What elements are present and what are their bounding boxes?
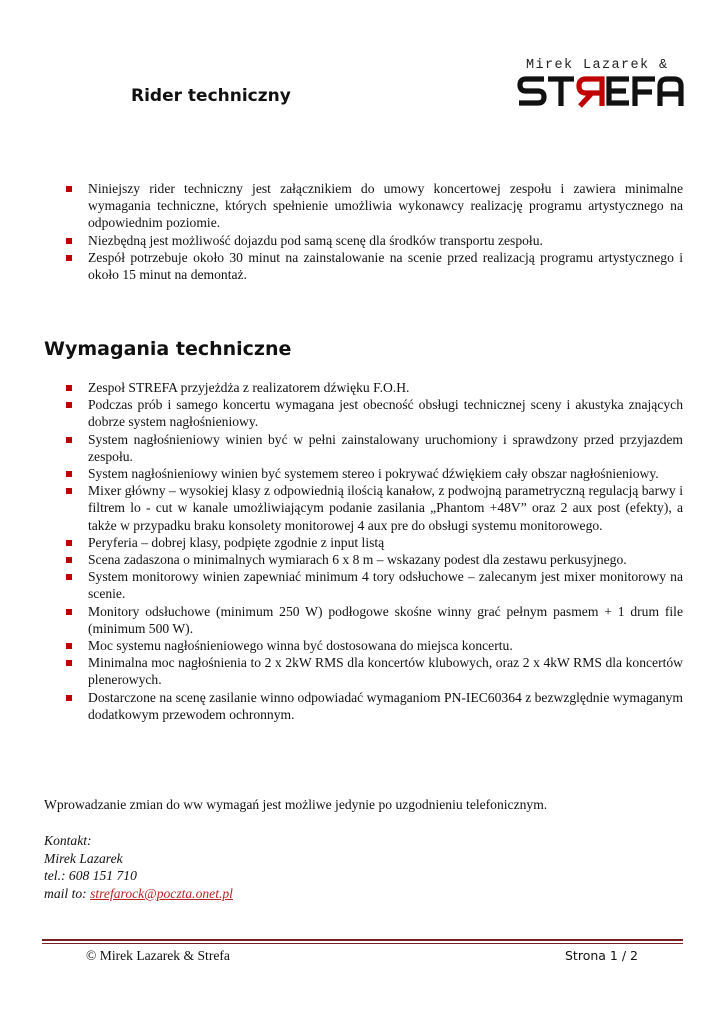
list-item-text: System nagłośnieniowy winien być w pełni zainstalowany uruchomiony i sprawdzony przed przyjazdem zespołu. xyxy=(88,431,683,464)
list-item xyxy=(66,379,683,396)
list-item xyxy=(66,431,683,465)
bullet-square-icon xyxy=(66,471,72,477)
list-item-text: Scena zadaszona o minimalnych wymiarach 6 x 8 m – wskazany podest dla zestawu perkusyjnego. xyxy=(88,552,627,568)
list-item xyxy=(66,232,683,249)
section-heading: Wymagania techniczne xyxy=(44,338,292,360)
list-item-text: Moc systemu nagłośnieniowego winna być dostosowana do miejsca koncertu. xyxy=(88,638,513,654)
bullet-square-icon xyxy=(66,255,72,261)
bullet-square-icon xyxy=(66,609,72,615)
bullet-square-icon xyxy=(66,574,72,580)
list-item-text: Niezbędną jest możliwość dojazdu pod samą scenę dla środków transportu zespołu. xyxy=(88,232,543,248)
list-item-text: System nagłośnieniowy winien być systemem stereo i pokrywać dźwiękiem cały obszar nagłośnieniowy. xyxy=(88,466,659,482)
list-item-text: Podczas prób i samego koncertu wymagana jest obecność obsługi technicznej sceny i akustyka znających dobrze system nagłośnieniowy. xyxy=(88,397,683,430)
list-item xyxy=(66,654,683,688)
list-item xyxy=(66,180,683,232)
list-item xyxy=(66,568,683,602)
bullet-square-icon xyxy=(66,695,72,701)
list-item xyxy=(66,603,683,637)
list-item-text: Monitory odsłuchowe (minimum 250 W) podłogowe skośne winny grać pełnym pasmem + 1 drum file (minimum 500 W). xyxy=(88,603,683,636)
contact-block xyxy=(44,832,233,902)
bullet-square-icon xyxy=(66,238,72,244)
page-number: Strona 1 / 2 xyxy=(565,948,638,963)
list-item xyxy=(66,689,683,723)
intro-list xyxy=(66,180,683,283)
document-title: Rider techniczny xyxy=(131,86,291,106)
list-item xyxy=(66,551,683,568)
contact-phone: tel.: 608 151 710 xyxy=(44,868,137,884)
contact-mail-label: mail to: xyxy=(44,885,91,901)
bullet-square-icon xyxy=(66,540,72,546)
contact-label: Kontakt: xyxy=(44,833,92,848)
list-item xyxy=(66,465,683,482)
bullet-square-icon xyxy=(66,660,72,666)
list-item-text: Peryferia – dobrej klasy, podpięte zgodnie z input listą xyxy=(88,534,385,550)
list-item xyxy=(66,482,683,534)
bullet-square-icon xyxy=(66,186,72,192)
list-item-text: Mixer główny – wysokiej klasy z odpowiednią ilością kanałow, z podwojną parametryczną regulacją barwy i filtrem lo - cut w kanale umożliwiającym podanie zasilania „Phantom +48V” oraz 2 aux post (efekty), a także w przypadku braku konsolety monitorowej 4 aux pre do obsługi systemu monitorowego. xyxy=(88,483,683,533)
change-note: Wprowadzanie zmian do ww wymagań jest możliwe jedynie po uzgodnieniu telefonicznym. xyxy=(44,797,548,812)
list-item xyxy=(66,396,683,430)
logo-caption: Mirek Lazarek & xyxy=(526,58,669,73)
list-item xyxy=(66,637,683,654)
list-item-text: Niniejszy rider techniczny jest załącznikiem do umowy koncertowej zespołu i zawiera minimalne wymagania techniczne, których spełnienie umożliwia wykonawcy realizację programu artystycznego na odpowiednim poziomie. xyxy=(88,181,683,231)
list-item-text: Minimalna moc nagłośnienia to 2 x 2kW RMS dla koncertów klubowych, oraz 2 x 4kW RMS dla koncertów plenerowych. xyxy=(88,655,683,688)
bullet-square-icon xyxy=(66,643,72,649)
contact-mail-row xyxy=(44,885,233,903)
list-item-text: Dostarczone na scenę zasilanie winno odpowiadać wymaganiom PN-IEC60364 z bezwzględnie wymaganym dodatkowym przewodem ochronnym. xyxy=(88,689,683,722)
list-item-text: System monitorowy winien zapewniać minimum 4 tory odsłuchowe – zalecanym jest mixer monitorowy na scenie. xyxy=(88,569,683,602)
list-item-text: Zespół potrzebuje około 30 minut na zainstalowanie na scenie przed realizacją programu artystycznego i około 15 minut na demontaż. xyxy=(88,249,683,283)
strefa-logo xyxy=(516,58,686,108)
list-item-text: Zespoł STREFA przyjeżdża z realizatorem dźwięku F.O.H. xyxy=(88,380,410,395)
bullet-square-icon xyxy=(66,557,72,563)
bullet-square-icon xyxy=(66,437,72,443)
requirements-list xyxy=(66,379,683,723)
list-item xyxy=(66,534,683,551)
footer-divider xyxy=(42,939,683,941)
email-link[interactable]: strefarock@poczta.onet.pl xyxy=(90,885,233,901)
contact-name: Mirek Lazarek xyxy=(44,850,123,866)
logo-wordmark xyxy=(516,74,686,108)
footer-copyright: © Mirek Lazarek & Strefa xyxy=(86,948,230,963)
footer-divider-thin xyxy=(42,943,683,944)
bullet-square-icon xyxy=(66,385,72,391)
list-item xyxy=(66,249,683,283)
bullet-square-icon xyxy=(66,402,72,408)
bullet-square-icon xyxy=(66,488,72,494)
